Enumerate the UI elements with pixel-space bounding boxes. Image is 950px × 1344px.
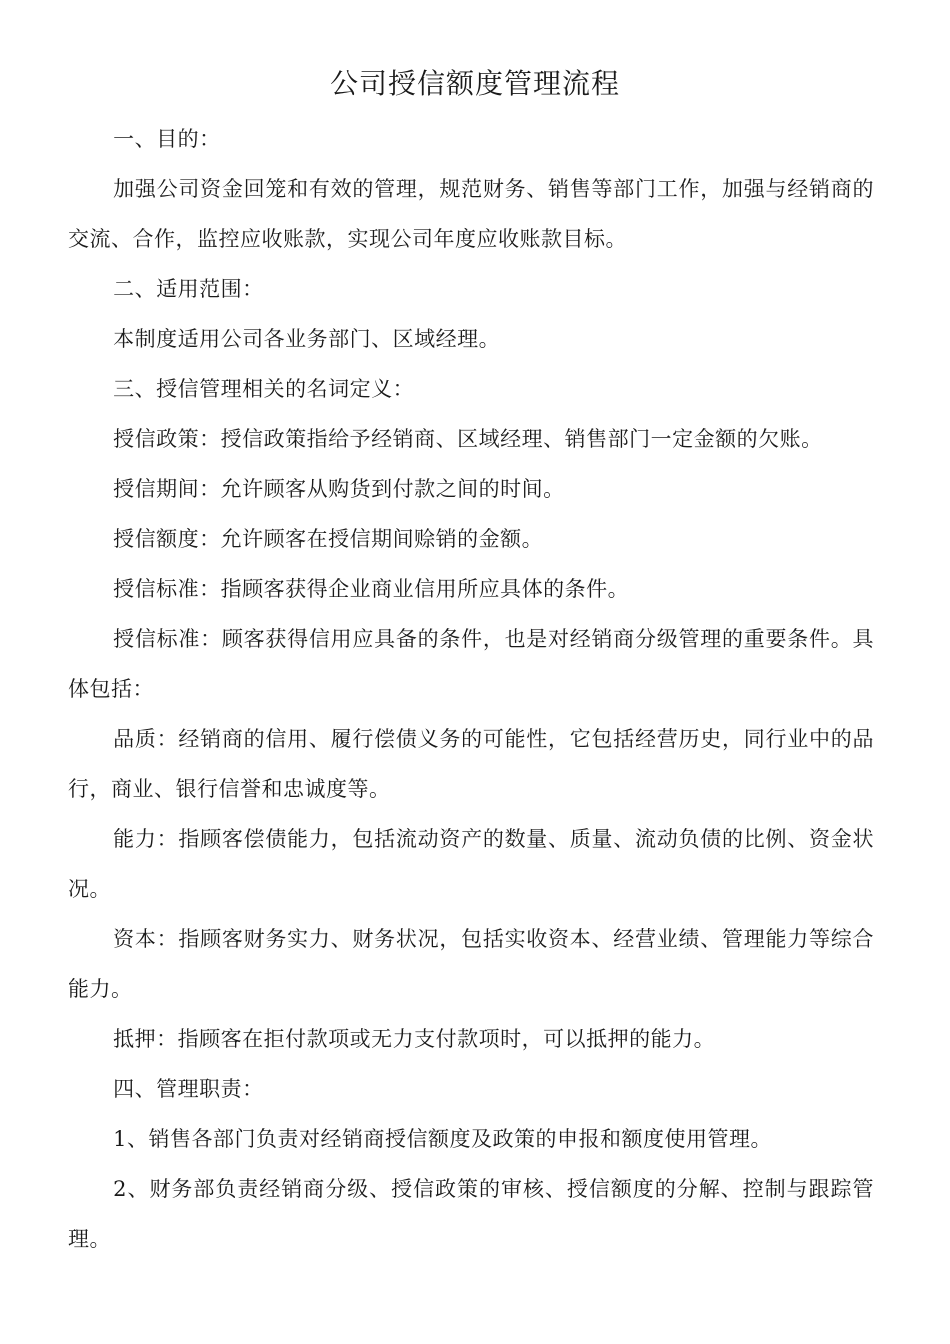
section-heading-responsibilities: 四、管理职责：	[113, 1077, 264, 1101]
section-heading-scope: 二、适用范围：	[113, 277, 264, 301]
section-heading-definitions: 三、授信管理相关的名词定义：	[113, 377, 415, 401]
definition-credit-policy: 授信政策：授信政策指给予经销商、区域经理、销售部门一定金额的欠账。	[113, 427, 823, 451]
document-title: 公司授信额度管理流程	[329, 67, 620, 100]
definition-credit-period: 授信期间：允许顾客从购货到付款之间的时间。	[113, 477, 565, 501]
scope-text: 本制度适用公司各业务部门、区域经理。	[113, 327, 501, 351]
definition-credit-standard-detail: 授信标准：顾客获得信用应具备的条件，也是对经销商分级管理的重要条件。具体包括：	[68, 627, 874, 701]
criterion-capacity: 能力：指顾客偿债能力，包括流动资产的数量、质量、流动负债的比例、资金状况。	[68, 827, 874, 901]
responsibility-sales: 1、销售各部门负责对经销商授信额度及政策的申报和额度使用管理。	[113, 1127, 772, 1151]
section-heading-purpose: 一、目的：	[113, 127, 221, 151]
purpose-text: 加强公司资金回笼和有效的管理，规范财务、销售等部门工作，加强与经销商的交流、合作，监控应收账款，实现公司年度应收账款目标。	[68, 177, 874, 251]
definition-credit-standard: 授信标准：指顾客获得企业商业信用所应具体的条件。	[113, 577, 630, 601]
criterion-collateral: 抵押：指顾客在拒付款项或无力支付款项时，可以抵押的能力。	[113, 1027, 716, 1051]
criterion-capital: 资本：指顾客财务实力、财务状况，包括实收资本、经营业绩、管理能力等综合能力。	[68, 927, 874, 1001]
criterion-quality: 品质：经销商的信用、履行偿债义务的可能性，它包括经营历史，同行业中的品行，商业、银行信誉和忠诚度等。	[68, 727, 874, 801]
definition-credit-limit: 授信额度：允许顾客在授信期间赊销的金额。	[113, 527, 544, 551]
responsibility-finance: 2、财务部负责经销商分级、授信政策的审核、授信额度的分解、控制与跟踪管理。	[68, 1177, 874, 1251]
